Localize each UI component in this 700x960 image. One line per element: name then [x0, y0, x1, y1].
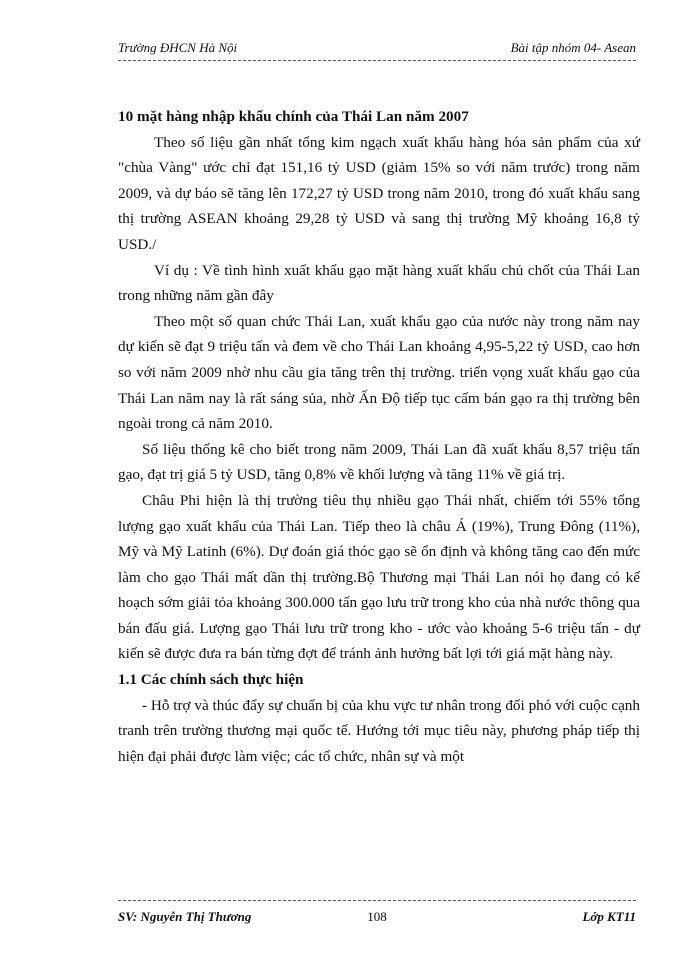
footer-student: SV: Nguyễn Thị Thương: [118, 909, 252, 924]
header-school: Trường ĐHCN Hà Nội: [118, 40, 238, 55]
header-assignment: Bài tập nhóm 04- Asean: [510, 40, 636, 55]
subsection-title: 1.1 Các chính sách thực hiện: [118, 671, 304, 689]
page-number: 108: [367, 909, 387, 924]
paragraph-markets: Châu Phi hiện là thị trường tiêu thụ nhiều gạo Thái nhất, chiếm tới 55% tổng lượng gạo xuất khẩu của Thái Lan. Tiếp theo là châu Á (19%), Trung Đông (11%), Mỹ và Mỹ Latinh (6%). Dự đoán giá thóc gạo sẽ ổn định và không tăng cao đến mức làm cho gạo Thái mất dần thị trường.Bộ Thương mại Thái Lan nói họ đang có kế hoạch sớm giải tỏa khoảng 300.000 tấn gạo lưu trữ trong kho của nhà nước thông qua bán đấu giá. Lượng gạo Thái lưu trữ trong kho - ước vào khoảng 5-6 triệu tấn - dự kiến sẽ được đưa ra bán từng đợt để tránh ảnh hưởng bất lợi tới giá mặt hàng này.: [118, 491, 640, 663]
paragraph-example: Ví dụ : Về tình hình xuất khẩu gạo mặt hàng xuất khẩu chủ chốt của Thái Lan trong những năm gần đây: [118, 261, 640, 305]
footer-class: Lớp KT11: [582, 909, 636, 924]
page-header: [118, 36, 636, 61]
paragraph-rice-forecast: Theo một số quan chức Thái Lan, xuất khẩu gạo của nước này trong năm nay dự kiến sẽ đạt 9 triệu tấn và đem về cho Thái Lan khoảng 4,95-5,22 tỷ USD, cao hơn so với năm 2009 nhờ nhu cầu gia tăng trên thị trường. triển vọng xuất khẩu gạo của Thái Lan năm nay là rất sáng sủa, nhờ Ấn Độ tiếp tục cấm bán gạo ra thị trường bên ngoài trong cả năm 2010.: [118, 312, 640, 433]
paragraph-policies: - Hỗ trợ và thúc đẩy sự chuẩn bị của khu vực tư nhân trong đối phó với cuộc cạnh tranh trên trường thương mại quốc tế. Hướng tới mục tiêu này, phương pháp tiếp thị hiện đại phải được làm việc; các tổ chức, nhân sự và một: [118, 696, 640, 765]
page-footer: [118, 900, 636, 927]
section-heading: 10 mặt hàng nhập khẩu chính của Thái Lan năm 2007: [118, 108, 469, 125]
document-body: [118, 104, 640, 769]
paragraph-export-totals: Theo số liệu gần nhất tổng kim ngạch xuất khẩu hàng hóa sản phẩm của xứ "chùa Vàng" ước chỉ đạt 151,16 tỷ USD (giảm 15% so với năm trước) trong năm 2009, và dự báo sẽ tăng lên 172,27 tỷ USD trong năm 2010, trong đó xuất khẩu sang thị trường ASEAN khoảng 29,28 tỷ USD và sang thị trường Mỹ khoảng 16,8 tỷ USD./: [118, 133, 640, 253]
paragraph-2009-stats: Số liệu thống kê cho biết trong năm 2009, Thái Lan đã xuất khẩu 8,57 triệu tấn gạo, đạt trị giá 5 tỷ USD, tăng 0,8% về khối lượng và tăng 11% về giá trị.: [118, 440, 640, 484]
